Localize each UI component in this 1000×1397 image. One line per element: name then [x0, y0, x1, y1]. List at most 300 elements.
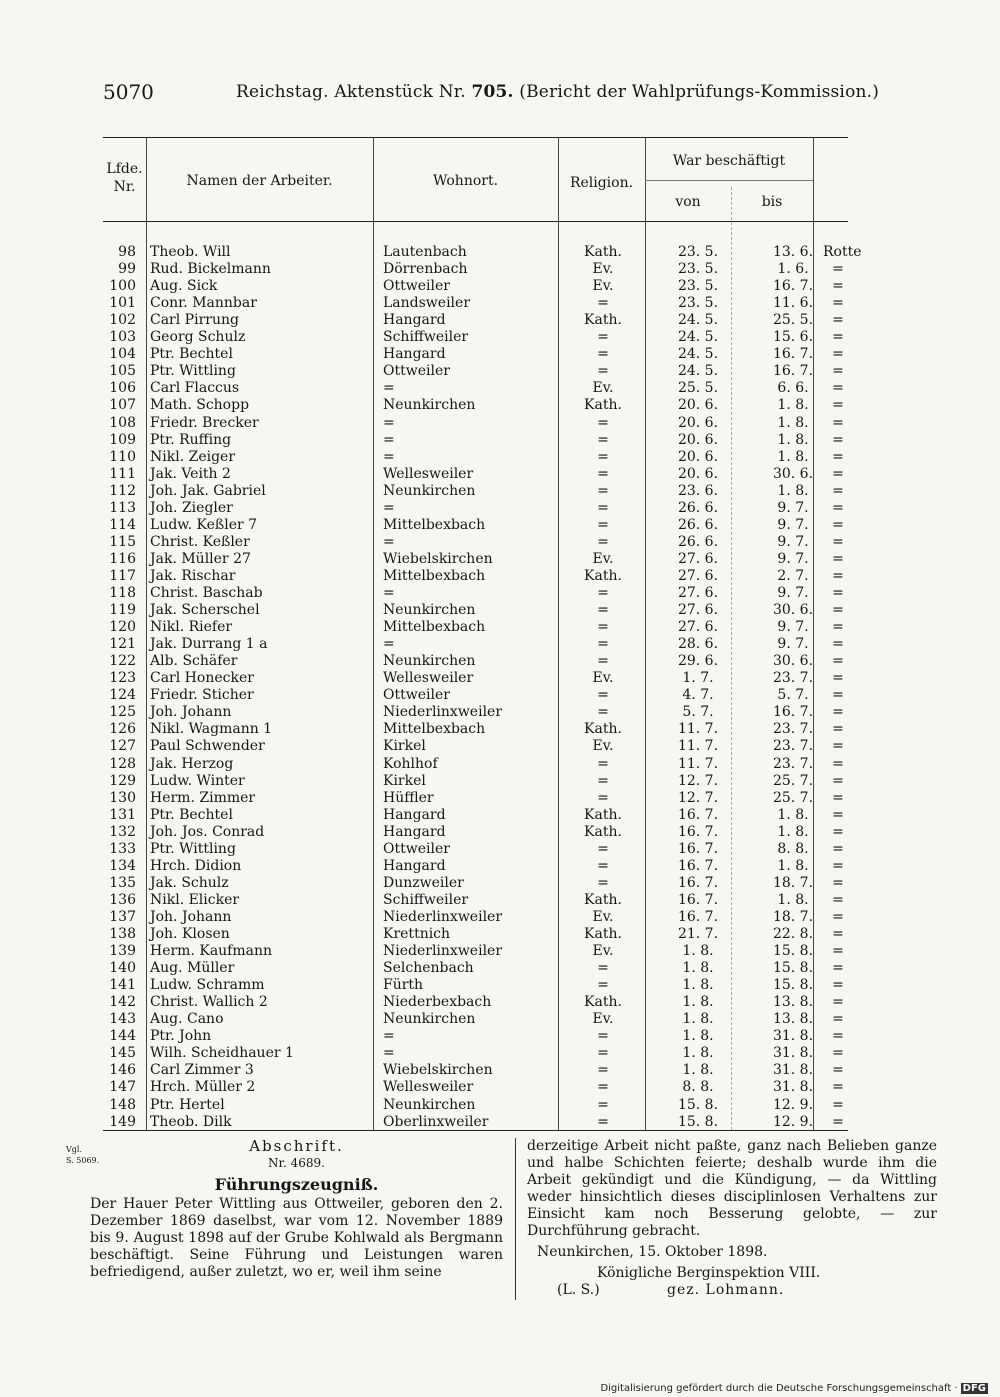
signature: gez. Lohmann.: [667, 1282, 785, 1298]
worker-name: Jak. Durrang 1 a: [150, 636, 268, 653]
religion: =: [597, 448, 609, 465]
remark: =: [832, 857, 844, 874]
employed-until: 16. 7.: [772, 346, 814, 363]
employed-until: 2. 7.: [777, 567, 809, 584]
worker-name: Wilh. Scheidhauer 1: [150, 1045, 294, 1062]
employed-until: 16. 7.: [772, 704, 814, 721]
employed-until: 1. 6.: [777, 261, 809, 278]
table-row: [103, 636, 848, 653]
worker-name: Carl Zimmer 3: [150, 1062, 254, 1079]
worker-name: Joh. Jos. Conrad: [150, 823, 265, 840]
employed-from: 20. 6.: [677, 448, 719, 465]
table-row: [103, 466, 848, 483]
table-row: [103, 602, 848, 619]
employed-from: 27. 6.: [677, 585, 719, 601]
employed-from: 29. 6.: [677, 653, 719, 670]
employed-until: 31. 8.: [772, 1062, 814, 1079]
religion: =: [597, 363, 609, 380]
employed-until: 15. 6.: [772, 329, 814, 346]
table-row: [103, 534, 848, 551]
religion: =: [597, 1045, 609, 1062]
table-row: [103, 875, 848, 892]
worker-name: Aug. Müller: [150, 960, 235, 977]
table-row: [103, 773, 848, 790]
employed-from: 16. 7.: [677, 806, 719, 823]
residence: Mittelbexbach: [383, 721, 486, 738]
religion: =: [597, 840, 609, 857]
remark: =: [832, 823, 844, 840]
employed-from: 1. 8.: [682, 960, 714, 977]
row-number: 117: [109, 567, 136, 584]
employed-from: 5. 7.: [682, 704, 714, 721]
employed-subheader-rule: [645, 180, 813, 181]
religion: Ev.: [592, 278, 614, 295]
residence: =: [383, 431, 395, 448]
residence: Neunkirchen: [383, 1096, 476, 1113]
employed-until: 9. 7.: [777, 636, 809, 653]
worker-name: Jak. Scherschel: [150, 602, 260, 619]
employed-from: 24. 5.: [677, 312, 719, 329]
residence: =: [383, 1028, 395, 1045]
worker-name: Alb. Schäfer: [150, 653, 238, 670]
remark: =: [832, 926, 844, 942]
religion: Ev.: [592, 261, 614, 278]
employed-from: 11. 7.: [677, 721, 719, 738]
worker-name: Jak. Müller 27: [150, 550, 251, 567]
employed-from: 24. 5.: [677, 329, 719, 346]
row-number: 138: [109, 926, 136, 942]
residence: Kirkel: [383, 738, 426, 755]
religion: Ev.: [592, 670, 614, 687]
residence: Neunkirchen: [383, 397, 476, 414]
employed-until: 1. 8.: [777, 431, 809, 448]
employed-until: 30. 6.: [772, 602, 814, 619]
worker-name: Paul Schwender: [150, 738, 265, 755]
employed-from: 25. 5.: [677, 380, 719, 397]
worker-name: Ptr. Bechtel: [150, 346, 233, 363]
religion: =: [597, 789, 609, 806]
row-number: 115: [109, 533, 136, 550]
remark: =: [832, 943, 844, 960]
employed-until: 22. 8.: [772, 926, 814, 942]
worker-name: Rud. Bickelmann: [150, 261, 271, 278]
employed-from: 16. 7.: [677, 823, 719, 840]
religion: Kath.: [584, 891, 622, 908]
employed-until: 18. 7.: [772, 908, 814, 925]
row-number: 114: [109, 516, 136, 533]
row-number: 148: [109, 1096, 136, 1113]
religion: Kath.: [584, 994, 622, 1011]
table-row: [103, 943, 848, 960]
employed-until: 13. 6.: [772, 244, 814, 260]
employed-until: 1. 8.: [777, 397, 809, 414]
religion: =: [597, 533, 609, 550]
table-row: [103, 585, 848, 602]
header-employed: War beschäftigt: [672, 153, 786, 169]
table-row: [103, 909, 848, 926]
table-row: [103, 329, 848, 346]
row-number: 131: [109, 806, 136, 823]
employed-from: 12. 7.: [677, 789, 719, 806]
residence: Kohlhof: [383, 755, 438, 772]
employed-until: 1. 8.: [777, 857, 809, 874]
worker-name: Christ. Wallich 2: [150, 994, 268, 1011]
row-number: 103: [109, 329, 136, 346]
worker-name: Aug. Sick: [150, 278, 218, 295]
row-number: 123: [109, 670, 136, 687]
employed-from: 1. 8.: [682, 943, 714, 960]
row-number: 149: [109, 1113, 136, 1130]
residence: Ottweiler: [383, 278, 450, 295]
residence: Niederlinxweiler: [383, 943, 503, 960]
employed-until: 13. 8.: [772, 1011, 814, 1028]
table-row: [103, 278, 848, 295]
worker-name: Christ. Keßler: [150, 533, 250, 550]
employed-until: 18. 7.: [772, 874, 814, 891]
religion: =: [597, 1096, 609, 1113]
table-row: [103, 926, 848, 943]
remark: =: [832, 619, 844, 636]
worker-name: Friedr. Brecker: [150, 414, 259, 431]
employed-from: 28. 6.: [677, 636, 719, 653]
employed-until: 13. 8.: [772, 994, 814, 1011]
employed-from: 16. 7.: [677, 840, 719, 857]
worker-name: Joh. Johann: [150, 704, 232, 721]
worker-name: Carl Pirrung: [150, 312, 239, 329]
row-number: 111: [109, 465, 136, 482]
residence: Wellesweiler: [383, 670, 474, 687]
remark: =: [832, 755, 844, 772]
table-row: [103, 244, 862, 261]
place-date: Neunkirchen, 15. Oktober 1898.: [537, 1244, 768, 1260]
religion: Ev.: [592, 908, 614, 925]
header-nr: Lfde. Nr.: [106, 161, 143, 195]
table-row: [103, 824, 848, 841]
row-number: 99: [118, 261, 136, 278]
remark: =: [832, 261, 844, 278]
worker-name: Jak. Schulz: [150, 874, 229, 891]
row-number: 110: [109, 448, 136, 465]
residence: Ottweiler: [383, 363, 450, 380]
employed-until: 1. 8.: [777, 891, 809, 908]
employed-until: 9. 7.: [777, 516, 809, 533]
row-number: 143: [109, 1011, 136, 1028]
employed-from: 20. 6.: [677, 397, 719, 414]
row-number: 146: [109, 1062, 136, 1079]
table-top-rule: [103, 137, 848, 138]
certificate-body-continued: derzeitige Arbeit nicht paßte, ganz nach Belieben ganze und halbe Schichten feierte; deshalb wurde ihm die Arbeit gekündigt und die Kündigung, — da Wittling weder hinsichtlich dieses disciplinlosen Verhaltens zur Einsicht kam noch Besserung gelobte, — zur Durchführung gebracht.: [527, 1138, 937, 1239]
residence: Hangard: [383, 823, 446, 840]
remark: =: [832, 1079, 844, 1096]
remark: =: [832, 448, 844, 465]
worker-name: Georg Schulz: [150, 329, 246, 346]
employed-from: 26. 6.: [677, 516, 719, 533]
worker-name: Math. Schopp: [150, 397, 250, 414]
table-row: [103, 1079, 848, 1096]
employed-until: 11. 6.: [772, 295, 814, 312]
row-number: 132: [109, 823, 136, 840]
running-header: [103, 80, 880, 110]
religion: Kath.: [584, 312, 622, 329]
religion: =: [597, 687, 609, 704]
remark: =: [832, 908, 844, 925]
worker-name: Joh. Klosen: [150, 926, 230, 942]
row-number: 141: [109, 977, 136, 994]
remark: =: [832, 516, 844, 533]
row-number: 133: [109, 840, 136, 857]
religion: =: [597, 772, 609, 789]
remark: =: [832, 431, 844, 448]
row-number: 98: [118, 244, 136, 260]
remark: =: [832, 738, 844, 755]
row-number: 134: [109, 857, 136, 874]
religion: Kath.: [584, 397, 622, 414]
row-number: 136: [109, 891, 136, 908]
remark: =: [832, 960, 844, 977]
remark: =: [832, 550, 844, 567]
row-number: 129: [109, 772, 136, 789]
religion: =: [597, 1079, 609, 1096]
employed-until: 5. 7.: [777, 687, 809, 704]
remark: =: [832, 840, 844, 857]
remark: =: [832, 1062, 844, 1079]
remark: =: [832, 789, 844, 806]
table-row: [103, 1062, 848, 1079]
row-number: 108: [109, 414, 136, 431]
worker-name: Nikl. Wagmann 1: [150, 721, 273, 738]
religion: =: [597, 755, 609, 772]
religion: Kath.: [584, 567, 622, 584]
residence: Schiffweiler: [383, 329, 469, 346]
worker-name: Joh. Ziegler: [150, 499, 233, 516]
remark: =: [832, 687, 844, 704]
row-number: 116: [109, 550, 136, 567]
residence: Schiffweiler: [383, 891, 469, 908]
residence: =: [383, 414, 395, 431]
row-number: 101: [109, 295, 136, 312]
employed-until: 23. 7.: [772, 738, 814, 755]
header-ort: Wohnort.: [432, 173, 499, 189]
remark: =: [832, 312, 844, 329]
residence: Niederlinxweiler: [383, 704, 503, 721]
residence: Hüffler: [383, 789, 434, 806]
remark: =: [832, 704, 844, 721]
dfg-logo: DFG: [962, 1383, 986, 1394]
employed-until: 23. 7.: [772, 721, 814, 738]
remark: =: [832, 329, 844, 346]
employed-until: 25. 5.: [772, 312, 814, 329]
margin-note-line: Vgl.: [66, 1145, 82, 1154]
table-row: [103, 1097, 848, 1114]
page-number: 5070: [103, 80, 154, 104]
residence: Niederlinxweiler: [383, 908, 503, 925]
employed-until: 1. 8.: [777, 806, 809, 823]
worker-name: Nikl. Zeiger: [150, 448, 236, 465]
residence: =: [383, 380, 395, 397]
table-row: [103, 1011, 848, 1028]
table-row: [103, 483, 848, 500]
employed-from: 1. 8.: [682, 1045, 714, 1062]
table-row: [103, 380, 848, 397]
employed-until: 31. 8.: [772, 1079, 814, 1096]
remark: =: [832, 533, 844, 550]
row-number: 145: [109, 1045, 136, 1062]
header-von: von: [675, 194, 701, 210]
row-number: 147: [109, 1079, 136, 1096]
residence: =: [383, 636, 395, 653]
remark: =: [832, 994, 844, 1011]
remark: =: [832, 414, 844, 431]
title-right: (Bericht der Wahlprüfungs-Kommission.): [519, 82, 880, 102]
remark: =: [832, 636, 844, 653]
residence: Mittelbexbach: [383, 619, 486, 636]
table-row: [103, 261, 848, 278]
margin-note-line: S. 5069.: [66, 1156, 100, 1165]
residence: =: [383, 499, 395, 516]
residence: Hangard: [383, 346, 446, 363]
religion: =: [597, 1062, 609, 1079]
employed-until: 15. 8.: [772, 977, 814, 994]
employed-from: 1. 8.: [682, 1062, 714, 1079]
remark: =: [832, 670, 844, 687]
row-number: 112: [109, 482, 136, 499]
issuing-authority: Königliche Berginspektion VIII.: [597, 1265, 821, 1281]
religion: =: [597, 414, 609, 431]
column-rule: [515, 1138, 516, 1300]
remark: =: [832, 1096, 844, 1113]
religion: Ev.: [592, 380, 614, 397]
remark: =: [832, 1045, 844, 1062]
religion: =: [597, 346, 609, 363]
employed-from: 24. 5.: [677, 346, 719, 363]
employed-until: 8. 8.: [777, 840, 809, 857]
worker-name: Friedr. Sticher: [150, 687, 254, 704]
employed-from: 16. 7.: [677, 874, 719, 891]
employed-from: 1. 8.: [682, 1028, 714, 1045]
worker-name: Jak. Herzog: [150, 755, 234, 772]
document-number: 705.: [471, 82, 514, 102]
employed-from: 12. 7.: [677, 772, 719, 789]
employed-until: 16. 7.: [772, 278, 814, 295]
worker-name: Joh. Johann: [150, 908, 232, 925]
worker-name: Ludw. Schramm: [150, 977, 265, 994]
row-number: 113: [109, 499, 136, 516]
row-number: 142: [109, 994, 136, 1011]
table-row: [103, 1045, 848, 1062]
remark: =: [832, 465, 844, 482]
employed-until: 23. 7.: [772, 755, 814, 772]
remark: =: [832, 1028, 844, 1045]
table-row: [103, 517, 848, 534]
remark: =: [832, 1011, 844, 1028]
employed-until: 1. 8.: [777, 448, 809, 465]
table-row: [103, 295, 848, 312]
remark: =: [832, 380, 844, 397]
remark: =: [832, 499, 844, 516]
row-number: 124: [109, 687, 136, 704]
employed-from: 23. 5.: [677, 261, 719, 278]
employed-until: 1. 8.: [777, 414, 809, 431]
religion: =: [597, 602, 609, 619]
religion: =: [597, 499, 609, 516]
row-number: 127: [109, 738, 136, 755]
employed-until: 1. 8.: [777, 823, 809, 840]
religion: =: [597, 636, 609, 653]
religion: =: [597, 977, 609, 994]
residence: Krettnich: [383, 926, 451, 942]
residence: Wiebelskirchen: [383, 1062, 493, 1079]
residence: Fürth: [383, 977, 424, 994]
table-row: [103, 858, 848, 875]
remark: =: [832, 363, 844, 380]
employed-from: 26. 6.: [677, 499, 719, 516]
worker-name: Hrch. Müller 2: [150, 1079, 256, 1096]
remark: =: [832, 567, 844, 584]
row-number: 121: [109, 636, 136, 653]
employed-until: 6. 6.: [777, 380, 809, 397]
employed-from: 20. 6.: [677, 431, 719, 448]
religion: =: [597, 1028, 609, 1045]
employed-from: 4. 7.: [682, 687, 714, 704]
worker-name: Theob. Will: [150, 244, 231, 260]
employed-from: 23. 5.: [677, 278, 719, 295]
employed-until: 30. 6.: [772, 465, 814, 482]
running-title: [236, 82, 879, 102]
residence: Lautenbach: [383, 244, 467, 260]
residence: Wiebelskirchen: [383, 550, 493, 567]
employed-from: 11. 7.: [677, 755, 719, 772]
employed-from: 1. 8.: [682, 977, 714, 994]
worker-name: Herm. Kaufmann: [150, 943, 273, 960]
employed-until: 9. 7.: [777, 550, 809, 567]
table-row: [103, 960, 848, 977]
worker-name: Ludw. Keßler 7: [150, 516, 258, 533]
worker-name: Ptr. Wittling: [150, 840, 236, 857]
residence: Dunzweiler: [383, 874, 464, 891]
table-row: [103, 312, 848, 329]
row-number: 126: [109, 721, 136, 738]
row-number: 119: [109, 602, 136, 619]
table-row: [103, 346, 848, 363]
header-name: Namen der Arbeiter.: [186, 173, 333, 189]
header-bis: bis: [761, 194, 783, 210]
row-number: 105: [109, 363, 136, 380]
remark: Rotte: [823, 244, 862, 260]
employed-from: 21. 7.: [677, 926, 719, 942]
worker-name: Ptr. Bechtel: [150, 806, 233, 823]
worker-name: Herm. Zimmer: [150, 789, 256, 806]
religion: Kath.: [584, 926, 622, 942]
religion: Ev.: [592, 550, 614, 567]
row-number: 104: [109, 346, 136, 363]
religion: Ev.: [592, 738, 614, 755]
employed-from: 16. 7.: [677, 908, 719, 925]
remark: =: [832, 1113, 844, 1130]
certificate-number: Nr. 4689.: [268, 1156, 325, 1170]
table-row: [103, 721, 848, 738]
row-number: 102: [109, 312, 136, 329]
row-number: 107: [109, 397, 136, 414]
employed-from: 26. 6.: [677, 533, 719, 550]
remark: =: [832, 806, 844, 823]
residence: Niederbexbach: [383, 994, 492, 1011]
row-number: 125: [109, 704, 136, 721]
religion: =: [597, 653, 609, 670]
employed-from: 1. 8.: [682, 994, 714, 1011]
row-number: 140: [109, 960, 136, 977]
residence: =: [383, 585, 395, 601]
row-number: 135: [109, 874, 136, 891]
